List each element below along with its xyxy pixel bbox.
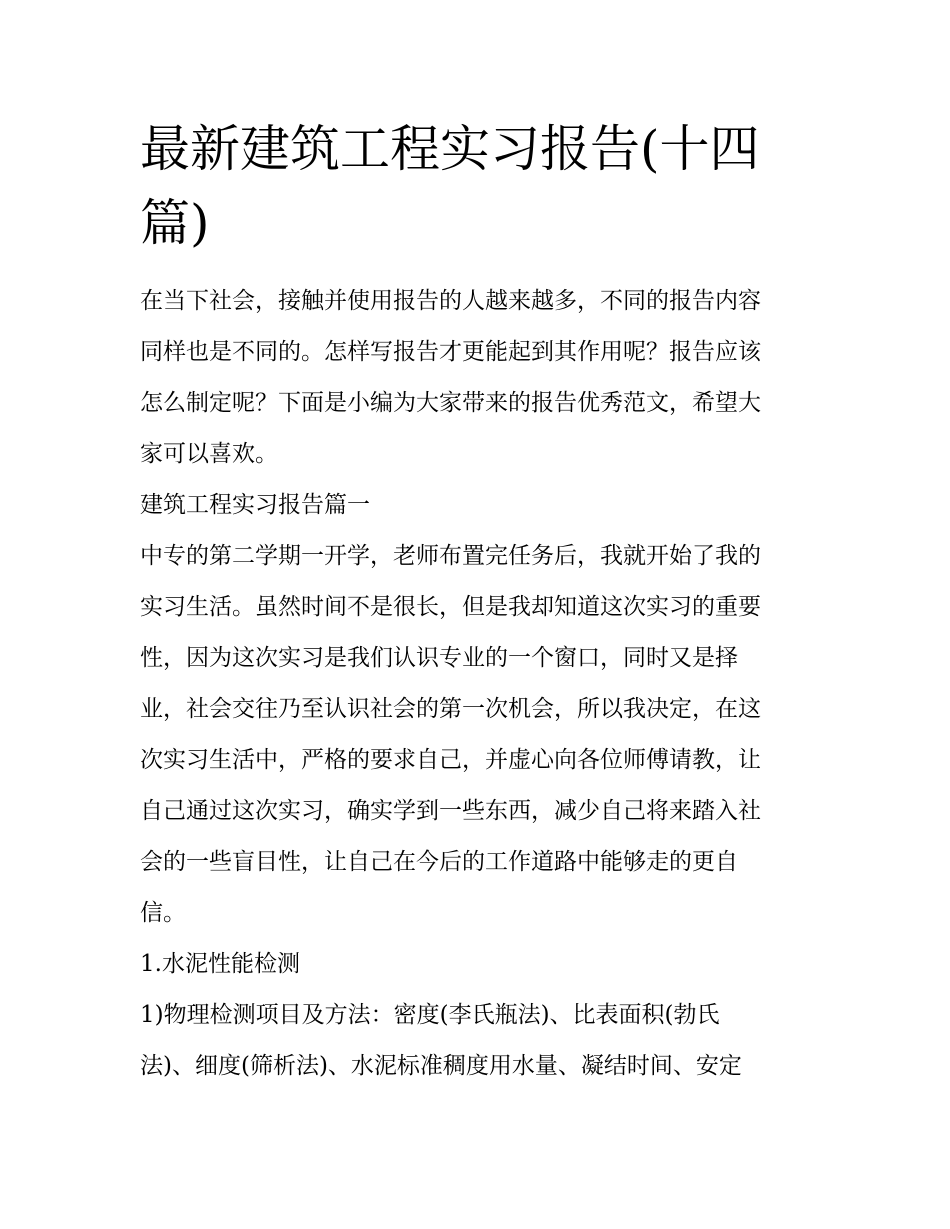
intro-line: 怎么制定呢？下面是小编为大家带来的报告优秀范文，希望大 — [140, 390, 761, 416]
paragraph-line: 业，社会交往乃至认识社会的第一次机会，所以我决定，在这 — [140, 696, 761, 722]
list-item-line: 法)、细度(筛析法)、水泥标准稠度用水量、凝结时间、安定 — [140, 1053, 742, 1079]
intro-line: 在当下社会，接触并使用报告的人越来越多，不同的报告内容 — [140, 288, 761, 314]
title-line: 篇) — [140, 194, 210, 252]
paragraph-line: 实习生活。虽然时间不是很长，但是我却知道这次实习的重要 — [140, 594, 761, 620]
paragraph-line: 性，因为这次实习是我们认识专业的一个窗口，同时又是择 — [140, 645, 738, 671]
list-item-line: 1)物理检测项目及方法：密度(李氏瓶法)、比表面积(勃氏 — [140, 1002, 720, 1028]
paragraph-line: 会的一些盲目性，让自己在今后的工作道路中能够走的更自 — [140, 849, 738, 875]
intro-line: 家可以喜欢。 — [140, 441, 278, 467]
paragraph-line: 次实习生活中，严格的要求自己，并虚心向各位师傅请教，让 — [140, 747, 761, 773]
section-heading: 建筑工程实习报告篇一 — [140, 492, 370, 518]
paragraph-line: 中专的第二学期一开学，老师布置完任务后，我就开始了我的 — [140, 543, 761, 569]
intro-line: 同样也是不同的。怎样写报告才更能起到其作用呢？报告应该 — [140, 339, 761, 365]
paragraph-line: 自己通过这次实习，确实学到一些东西，减少自己将来踏入社 — [140, 798, 761, 824]
document-body — [140, 276, 840, 1092]
subsection-heading: 1.水泥性能检测 — [140, 951, 300, 977]
title-line: 最新建筑工程实习报告(十四 — [140, 120, 760, 178]
paragraph-line: 信。 — [140, 900, 186, 926]
document-title — [140, 112, 820, 260]
